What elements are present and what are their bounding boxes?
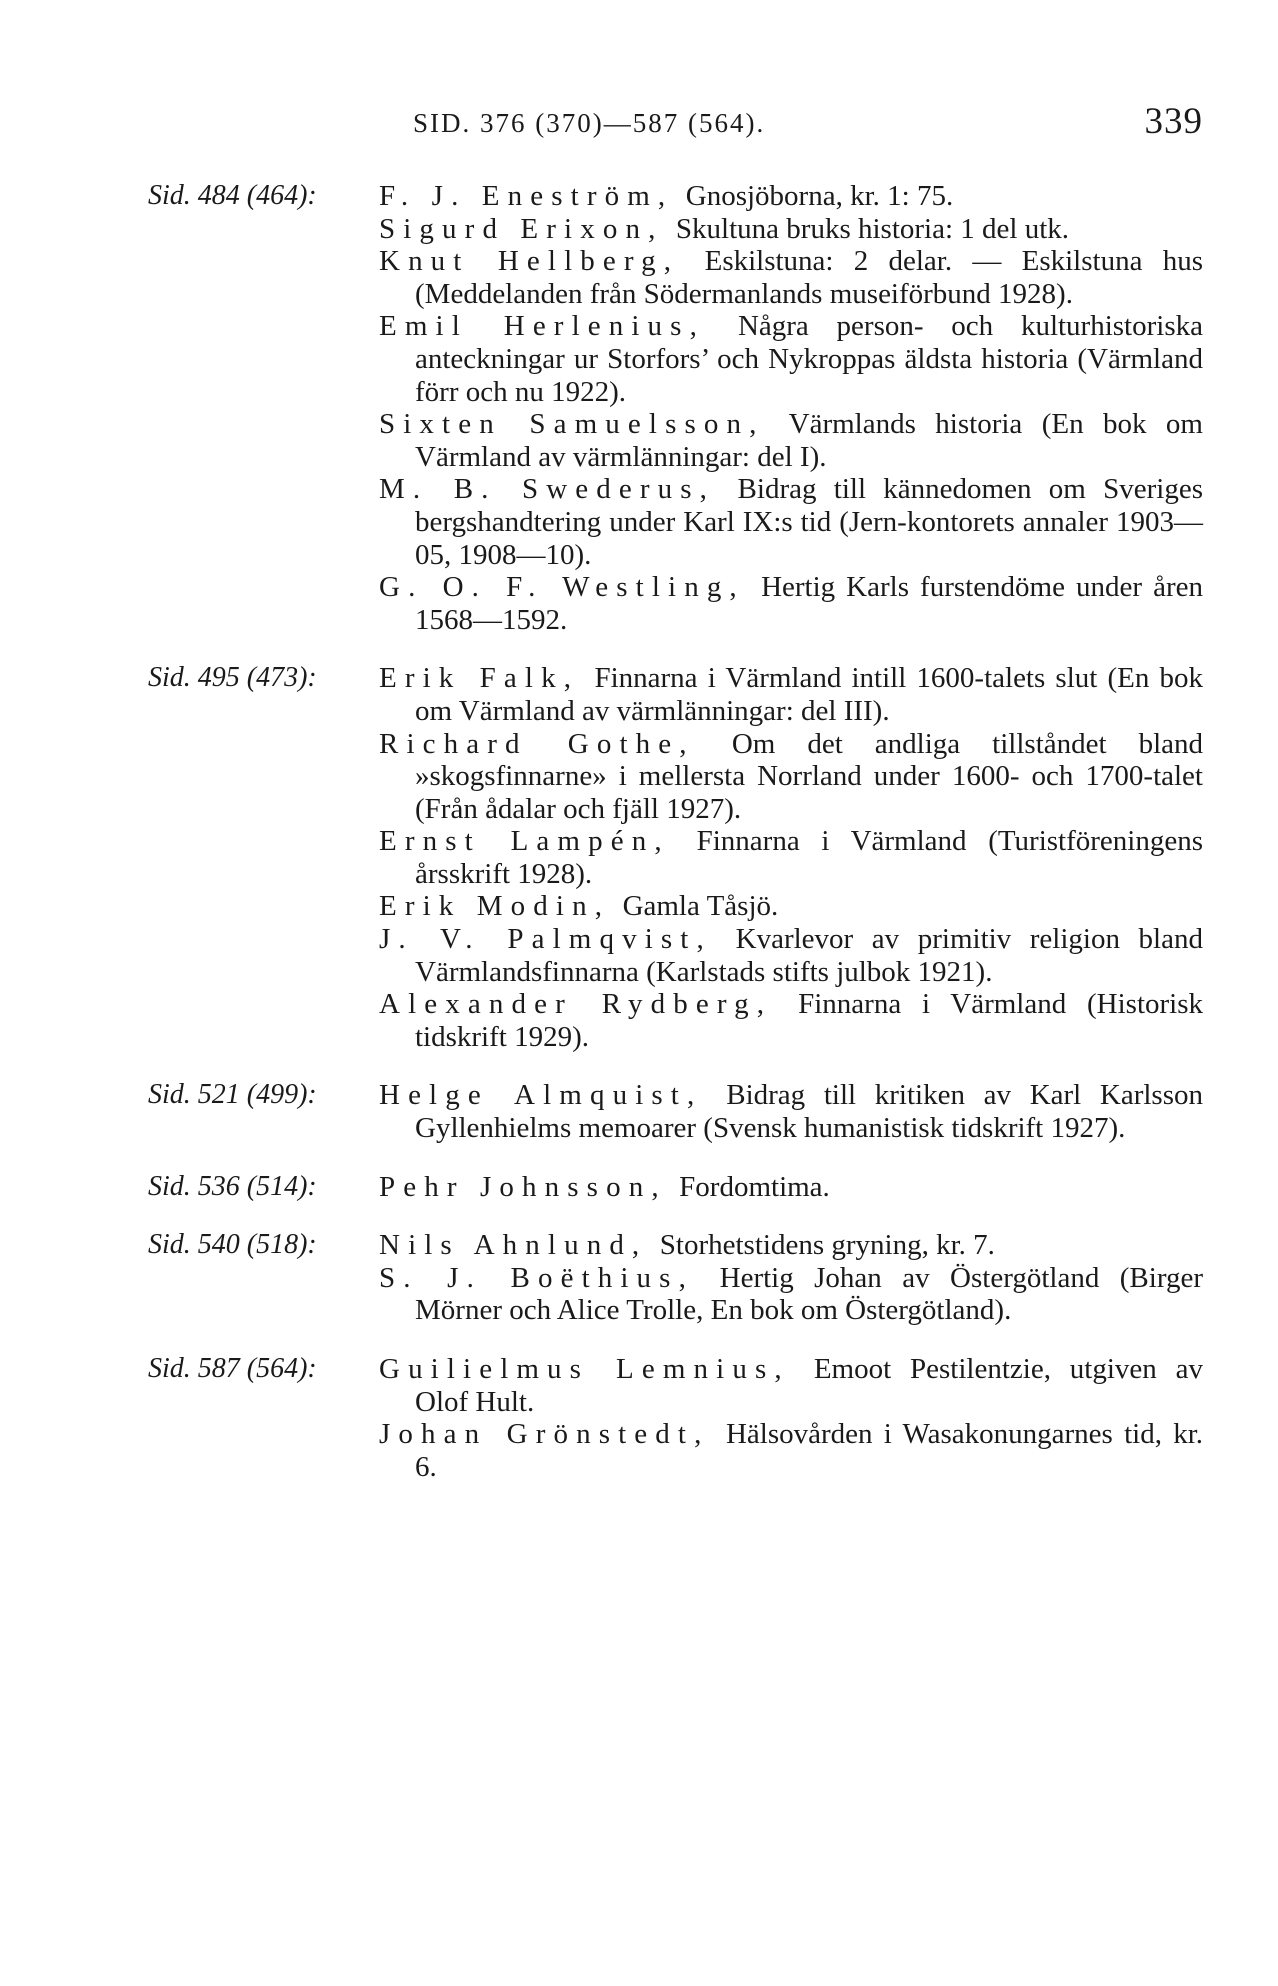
section-label: Sid. 587 (564): [148, 1353, 317, 1384]
section-sid-587 [0, 1353, 1278, 1483]
entry-text: Om det andliga tillståndet bland »skogsfinnarne» i mellersta Norrland under 1600- och 1700-talet (Från ådalar och fjäll 1927). [415, 727, 1203, 825]
section-entries [379, 662, 1203, 1053]
section-label: Sid. 536 (514): [148, 1170, 317, 1202]
entry-text: Hälsovården i Wasakonungarnes tid, kr. 6. [415, 1418, 1204, 1483]
section-entries [379, 1229, 1203, 1327]
section-label: Sid. 495 (473): [148, 662, 317, 694]
section-entries [379, 1171, 1203, 1204]
entry-text: Eskilstuna: 2 delar. — Eskilstuna hus (Meddelanden från Södermanlands museiförbund 1928). [415, 245, 1203, 310]
entry-author: Guilielmus Lemnius, [379, 1353, 790, 1385]
entry-text: Några person- och kulturhistoriska anteckningar ur Storfors’ och Nykroppas äldsta historia (Värmland förr och nu 1922). [415, 310, 1203, 408]
entry-author: Helge Almquist, [379, 1079, 703, 1112]
page-number: 339 [1144, 101, 1203, 142]
bibliography-entry [379, 1353, 1203, 1418]
bibliography-entry [379, 1262, 1203, 1327]
entry-text: Emoot Pestilentzie, utgiven av Olof Hult. [415, 1353, 1204, 1418]
bibliography-entry [379, 825, 1203, 890]
section-label: Sid. 521 (499): [148, 1079, 317, 1111]
entry-text: Finnarna i Värmland (Historisk tidskrift 1929). [415, 988, 1203, 1053]
entry-text: Fordomtima. [671, 1170, 830, 1203]
bibliography-entry [379, 1229, 1203, 1262]
entry-text: Skultuna bruks historia: 1 del utk. [668, 212, 1070, 245]
entry-author: Emil Herlenius, [379, 310, 705, 343]
bibliography-entry [379, 1171, 1203, 1204]
entry-author: Knut Hellberg, [379, 245, 680, 278]
bibliography-entry [379, 662, 1203, 727]
entry-author: M. B. Swederus, [379, 473, 716, 506]
page-header [0, 100, 1278, 150]
entry-text: Hertig Johan av Östergötland (Birger Mörner och Alice Trolle, En bok om Östergötland). [415, 1261, 1203, 1327]
bibliography-entry [379, 923, 1203, 988]
bibliography-entry [379, 1418, 1203, 1483]
entry-text: Bidrag till kännedomen om Sveriges bergshandtering under Karl IX:s tid (Jern-kontorets annaler 1903—05, 1908—10). [415, 473, 1203, 571]
section-entries [379, 1353, 1203, 1483]
bibliography-entry [379, 180, 1203, 213]
entry-text: Kvarlevor av primitiv religion bland Värmlandsfinnarna (Karlstads stifts julbok 1921). [415, 923, 1203, 988]
bibliography-entry [379, 571, 1203, 636]
entry-text: Bidrag till kritiken av Karl Karlsson Gyllenhielms memoarer (Svensk humanistisk tidskrift 1927). [415, 1079, 1204, 1145]
bibliography-entry [379, 1079, 1203, 1144]
section-label: Sid. 484 (464): [148, 180, 317, 211]
bibliography-entry [379, 728, 1203, 826]
bibliography-entry [379, 890, 1203, 923]
bibliography-entry [379, 213, 1203, 246]
section-sid-540 [0, 1229, 1278, 1327]
entry-author: Pehr Johnsson, [379, 1170, 667, 1203]
entry-text: Värmlands historia (En bok om Värmland av värmlänningar: del I). [415, 408, 1203, 473]
entry-author: Alexander Rydberg, [379, 988, 773, 1021]
entry-text: Gamla Tåsjö. [615, 890, 779, 923]
entry-author: Ernst Lampén, [379, 825, 670, 858]
entry-author: Richard Gothe, [379, 727, 695, 760]
section-sid-495 [0, 662, 1278, 1053]
bibliography-list [0, 180, 1278, 1509]
entry-text: Storhetstidens gryning, kr. 7. [652, 1229, 995, 1262]
section-entries [379, 1079, 1203, 1144]
running-head: SID. 376 (370)—587 (564). [413, 108, 766, 138]
entry-author: J. V. Palmqvist, [379, 923, 712, 956]
entry-author: Johan Grönstedt, [379, 1418, 710, 1451]
section-entries [379, 180, 1203, 636]
bibliography-entry [379, 473, 1203, 571]
entry-author: F. J. Eneström, [379, 180, 674, 212]
entry-author: Erik Modin, [379, 890, 611, 923]
entry-text: Finnarna i Värmland (Turistföreningens årsskrift 1928). [415, 825, 1203, 890]
entry-author: Nils Ahnlund, [379, 1229, 648, 1262]
section-sid-536 [0, 1171, 1278, 1204]
entry-author: S. J. Boëthius, [379, 1261, 694, 1294]
bibliography-entry [379, 988, 1203, 1053]
entry-text: Gnosjöborna, kr. 1: 75. [678, 180, 954, 212]
entry-text: Hertig Karls furstendöme under åren 1568—1592. [415, 571, 1203, 636]
entry-author: Sixten Samuelsson, [379, 408, 765, 441]
bibliography-entry [379, 408, 1203, 473]
bibliography-entry [379, 310, 1203, 408]
entry-text: Finnarna i Värmland intill 1600-talets slut (En bok om Värmland av värmlänningar: del III). [415, 662, 1203, 727]
entry-author: Sigurd Erixon, [379, 212, 664, 245]
section-sid-484 [0, 180, 1278, 636]
entry-author: Erik Falk, [379, 662, 580, 695]
section-sid-521 [0, 1079, 1278, 1144]
bibliography-entry [379, 245, 1203, 310]
entry-author: G. O. F. Westling, [379, 571, 745, 604]
section-label: Sid. 540 (518): [148, 1229, 317, 1261]
